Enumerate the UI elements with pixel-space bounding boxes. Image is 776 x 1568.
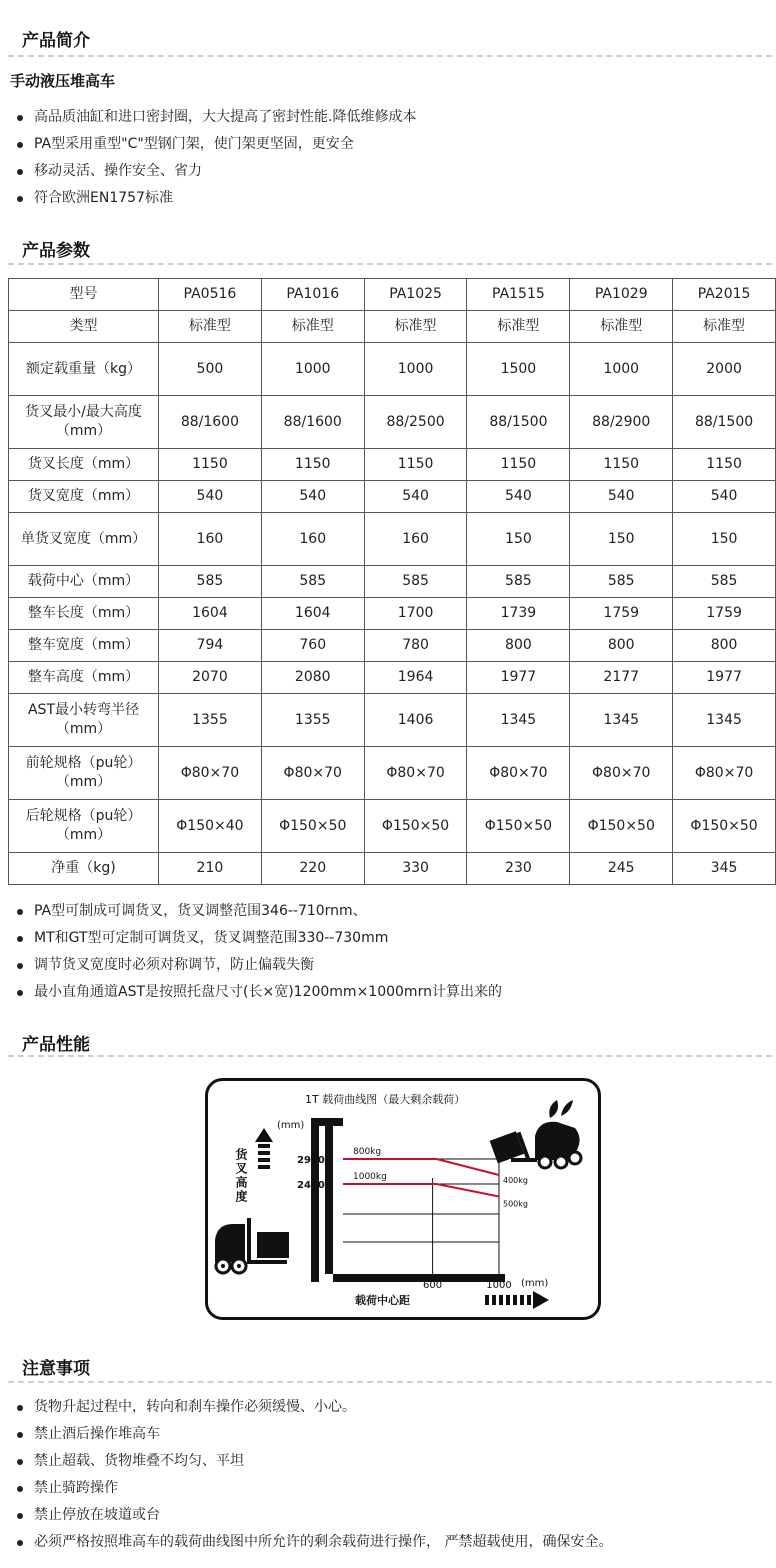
table-cell: 1355 xyxy=(261,694,364,747)
notice-item: 货物升起过程中，转向和刹车操作必须缓慢、小心。 xyxy=(14,1394,612,1421)
row-label: 整车高度（mm） xyxy=(9,662,159,694)
table-row xyxy=(9,694,776,747)
table-row xyxy=(9,279,776,311)
table-cell: 160 xyxy=(261,513,364,566)
table-cell: 1700 xyxy=(364,598,467,630)
table-cell: 1759 xyxy=(570,598,673,630)
table-cell: 800 xyxy=(673,630,776,662)
table-cell: 标准型 xyxy=(261,311,364,343)
table-cell: 标准型 xyxy=(364,311,467,343)
feature-item: 符合欧洲EN1757标准 xyxy=(14,185,416,212)
table-cell: 1977 xyxy=(673,662,776,694)
table-cell: 540 xyxy=(467,481,570,513)
table-cell: 330 xyxy=(364,853,467,885)
table-cell: 1000 xyxy=(364,343,467,396)
table-cell: 88/1600 xyxy=(261,396,364,449)
table-cell: Φ150×50 xyxy=(673,800,776,853)
table-cell: 540 xyxy=(261,481,364,513)
table-cell: PA0516 xyxy=(159,279,262,311)
table-row xyxy=(9,311,776,343)
row-label: 净重（kg) xyxy=(9,853,159,885)
table-cell: Φ150×50 xyxy=(570,800,673,853)
table-cell: Φ80×70 xyxy=(467,747,570,800)
table-cell: 150 xyxy=(467,513,570,566)
table-cell: PA1029 xyxy=(570,279,673,311)
table-row xyxy=(9,449,776,481)
table-cell: 1150 xyxy=(673,449,776,481)
table-cell: 2070 xyxy=(159,662,262,694)
table-cell: 标准型 xyxy=(159,311,262,343)
spec-table xyxy=(8,278,776,885)
table-row xyxy=(9,598,776,630)
table-cell: 1604 xyxy=(159,598,262,630)
table-cell: 1739 xyxy=(467,598,570,630)
table-cell: 1150 xyxy=(261,449,364,481)
table-cell: Φ80×70 xyxy=(261,747,364,800)
table-cell: 794 xyxy=(159,630,262,662)
spec-notes-list xyxy=(14,898,502,1006)
row-label: 后轮规格（pu轮）（mm） xyxy=(9,800,159,853)
table-cell: 1000 xyxy=(261,343,364,396)
table-cell: Φ80×70 xyxy=(570,747,673,800)
table-cell: 150 xyxy=(673,513,776,566)
row-label: 类型 xyxy=(9,311,159,343)
table-cell: 245 xyxy=(570,853,673,885)
y-axis-label: 货叉高度 xyxy=(234,1148,248,1204)
row-label: 载荷中心（mm） xyxy=(9,566,159,598)
table-cell: 88/1500 xyxy=(673,396,776,449)
row-label: 额定载重量（kg） xyxy=(9,343,159,396)
table-cell: 800 xyxy=(467,630,570,662)
x-tick-label: 1000 xyxy=(486,1280,512,1291)
table-row xyxy=(9,800,776,853)
table-row xyxy=(9,343,776,396)
row-label: 货叉宽度（mm） xyxy=(9,481,159,513)
notice-item: 禁止停放在坡道或台 xyxy=(14,1502,612,1529)
section-divider xyxy=(8,1055,772,1057)
table-row xyxy=(9,630,776,662)
table-cell: 780 xyxy=(364,630,467,662)
table-cell: PA2015 xyxy=(673,279,776,311)
product-name: 手动液压堆高车 xyxy=(10,72,116,90)
table-cell: PA1016 xyxy=(261,279,364,311)
table-cell: 585 xyxy=(570,566,673,598)
spec-note-item: MT和GT型可定制可调货叉，货叉调整范围330--730mm xyxy=(14,925,502,952)
table-cell: 1355 xyxy=(159,694,262,747)
table-cell: 88/2500 xyxy=(364,396,467,449)
table-cell: Φ80×70 xyxy=(364,747,467,800)
table-cell: 88/1600 xyxy=(159,396,262,449)
feature-item: 高品质油缸和进口密封圈，大大提高了密封性能.降低维修成本 xyxy=(14,104,416,131)
table-cell: 1150 xyxy=(364,449,467,481)
table-cell: PA1515 xyxy=(467,279,570,311)
table-cell: 345 xyxy=(673,853,776,885)
table-cell: 1604 xyxy=(261,598,364,630)
x-tick-label: 600 xyxy=(423,1280,443,1291)
table-cell: Φ80×70 xyxy=(159,747,262,800)
table-cell: 1150 xyxy=(570,449,673,481)
table-cell: Φ150×50 xyxy=(364,800,467,853)
table-cell: 760 xyxy=(261,630,364,662)
table-cell: 210 xyxy=(159,853,262,885)
table-cell: 500 xyxy=(159,343,262,396)
section-title-performance: 产品性能 xyxy=(22,1035,90,1055)
table-cell: 2080 xyxy=(261,662,364,694)
table-cell: 540 xyxy=(159,481,262,513)
table-cell: 1759 xyxy=(673,598,776,630)
x-unit-label: (mm) xyxy=(521,1278,549,1289)
table-cell: Φ150×40 xyxy=(159,800,262,853)
load-curve-chart xyxy=(205,1078,601,1320)
table-cell: 88/2900 xyxy=(570,396,673,449)
table-cell: 2177 xyxy=(570,662,673,694)
section-divider xyxy=(8,263,772,265)
section-divider xyxy=(8,55,772,57)
table-cell: 150 xyxy=(570,513,673,566)
table-row xyxy=(9,853,776,885)
table-cell: 800 xyxy=(570,630,673,662)
series-end-label: 500kg xyxy=(503,1199,528,1209)
series-label: 1000kg xyxy=(353,1172,387,1182)
notice-item: 必须严格按照堆高车的载荷曲线图中所允许的剩余载荷进行操作， 严禁超载使用，确保安全。 xyxy=(14,1529,612,1556)
table-cell: Φ80×70 xyxy=(673,747,776,800)
table-cell: 585 xyxy=(673,566,776,598)
row-label: 前轮规格（pu轮）（mm） xyxy=(9,747,159,800)
table-row xyxy=(9,481,776,513)
notice-item: 禁止骑跨操作 xyxy=(14,1475,612,1502)
table-cell: 1500 xyxy=(467,343,570,396)
y-tick-label: 2400 xyxy=(297,1180,325,1191)
series-label: 800kg xyxy=(353,1147,382,1157)
table-cell: 585 xyxy=(467,566,570,598)
table-cell: 220 xyxy=(261,853,364,885)
feature-item: 移动灵活、操作安全、省力 xyxy=(14,158,416,185)
spec-note-item: 调节货叉宽度时必须对称调节，防止偏载失衡 xyxy=(14,952,502,979)
table-cell: 标准型 xyxy=(467,311,570,343)
row-label: 整车宽度（mm） xyxy=(9,630,159,662)
notice-list xyxy=(14,1394,612,1556)
table-cell: 2000 xyxy=(673,343,776,396)
section-title-intro: 产品简介 xyxy=(22,31,90,51)
table-cell: 540 xyxy=(364,481,467,513)
table-cell: 1150 xyxy=(159,449,262,481)
table-row xyxy=(9,513,776,566)
table-cell: 1345 xyxy=(673,694,776,747)
table-cell: 1406 xyxy=(364,694,467,747)
load-curve-svg xyxy=(205,1078,601,1320)
table-cell: 540 xyxy=(673,481,776,513)
table-row xyxy=(9,396,776,449)
notice-item: 禁止超载、货物堆叠不均匀、平坦 xyxy=(14,1448,612,1475)
row-label: 货叉最小/最大高度（mm） xyxy=(9,396,159,449)
table-cell: 230 xyxy=(467,853,570,885)
y-tick-label: 2900 xyxy=(297,1155,325,1166)
table-row xyxy=(9,566,776,598)
table-cell: Φ150×50 xyxy=(261,800,364,853)
table-cell: 88/1500 xyxy=(467,396,570,449)
table-cell: 1000 xyxy=(570,343,673,396)
table-cell: 585 xyxy=(261,566,364,598)
feature-list xyxy=(14,104,416,212)
row-label: 型号 xyxy=(9,279,159,311)
table-cell: 1977 xyxy=(467,662,570,694)
row-label: 单货叉宽度（mm） xyxy=(9,513,159,566)
section-title-params: 产品参数 xyxy=(22,241,90,261)
table-cell: 1345 xyxy=(570,694,673,747)
table-cell: 1150 xyxy=(467,449,570,481)
table-cell: 1964 xyxy=(364,662,467,694)
series-end-label: 400kg xyxy=(503,1176,528,1185)
table-cell: 160 xyxy=(159,513,262,566)
section-divider xyxy=(8,1381,772,1383)
table-cell: 160 xyxy=(364,513,467,566)
table-cell: 540 xyxy=(570,481,673,513)
table-cell: 585 xyxy=(159,566,262,598)
row-label: AST最小转弯半径（mm） xyxy=(9,694,159,747)
table-cell: 标准型 xyxy=(673,311,776,343)
chart-title: 1T 载荷曲线图（最大剩余载荷） xyxy=(305,1093,466,1106)
table-cell: 585 xyxy=(364,566,467,598)
row-label: 货叉长度（mm） xyxy=(9,449,159,481)
section-title-notice: 注意事项 xyxy=(22,1359,90,1379)
spec-note-item: 最小直角通道AST是按照托盘尺寸(长×宽)1200mm×1000mrn计算出来的 xyxy=(14,979,502,1006)
notice-item: 禁止酒后操作堆高车 xyxy=(14,1421,612,1448)
table-cell: 1345 xyxy=(467,694,570,747)
spec-note-item: PA型可制成可调货叉，货叉调整范围346--710rnm、 xyxy=(14,898,502,925)
row-label: 整车长度（mm） xyxy=(9,598,159,630)
table-cell: 标准型 xyxy=(570,311,673,343)
x-axis-label: 载荷中心距 xyxy=(355,1294,410,1307)
y-unit-label: (mm) xyxy=(277,1120,305,1131)
table-cell: Φ150×50 xyxy=(467,800,570,853)
table-cell: PA1025 xyxy=(364,279,467,311)
table-row xyxy=(9,747,776,800)
feature-item: PA型采用重型"C"型钢门架，使门架更坚固，更安全 xyxy=(14,131,416,158)
table-row xyxy=(9,662,776,694)
